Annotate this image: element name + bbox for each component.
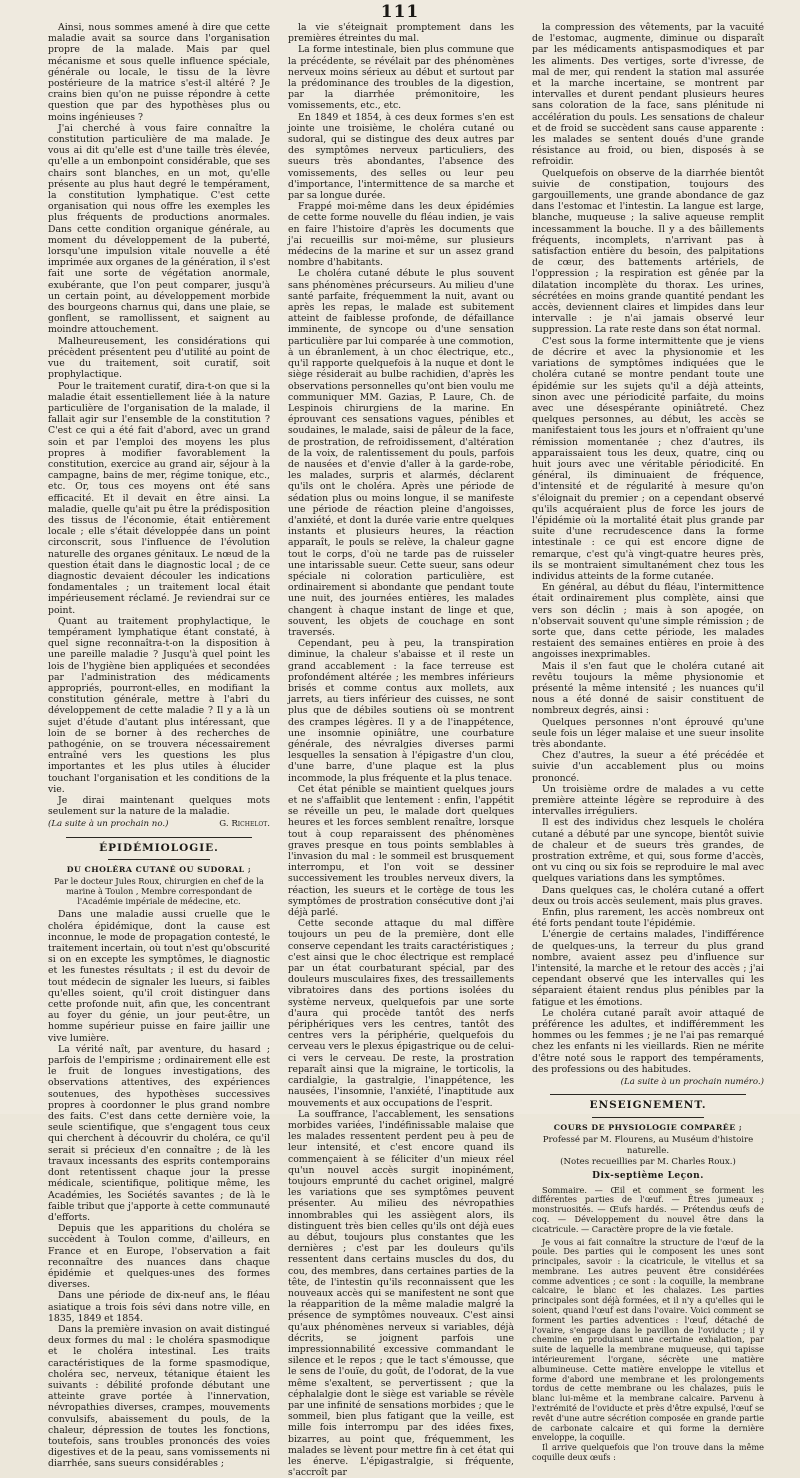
- paragraph: Pour le traitement curatif, dira-t-on que si la maladie était essentiellement liée à la nature particulière de l'organisation de la malade, il fallait agir sur l'ensemble de la constitution ? C'est ce qui a été fait d'abord, avec un grand soin et par l'emploi des moyens les plus propres à modifier favorablement la constitution, exercice au grand air, séjour à la campagne, bains de mer, régime tonique, etc., etc. Or, tous ces moyens ont été sans efficacité. Et il devait en être ainsi. La maladie, quelle qu'ait pu être la prédisposition des tissus de l'économie, était entièrement locale ; elle s'était développée dans un point circonscrit, sous l'influence de l'évolution naturelle des organes génitaux. Le nœud de la question était dans le diagnostic local ; de ce diagnostic devaient découler les indications fondamentales ; un traitement local était impérieusement réclamé. Je reviendrai sur ce point.: [48, 380, 270, 616]
- paragraph: Je vous ai fait connaître la structure de l'œuf de la poule. Des parties qui le composent les unes sont principales, savoir : la cicatricule, le vitellus et sa membrane. Les autres peuvent être considérées comme adventices ; ce sont : la coquille, la membrane calcaire, le blanc et les chalazes. Les parties principales sont déjà formées, et il n'y a qu'elles qui le soient, quand l'œuf est dans l'ovaire. Voici comment se forment les parties adventices : l'œuf, détaché de l'ovaire, s'engage dans le pavillon de l'oviducte ; il y chemine en produisant une certaine exhalation, par suite de laquelle la membrane muqueuse, qui tapisse intérieurement l'organe, sécrète une matière albumineuse. Cette matière enveloppe le vitellus et forme d'abord une membrane et les prolongements tordus de cette membrane ou les chalazes, puis le blanc lui-même et la membrane calcaire. Parvenu à l'extrémité de l'oviducte et près d'être expulsé, l'œuf se revêt d'une autre sécrétion composée en grande partie de carbonate calcaire et qui forme la dernière enveloppe, la coquille.: [532, 1236, 764, 1443]
- paragraph: Ainsi, nous sommes amené à dire que cette maladie avait sa source dans l'organisation propre de la malade. Mais par quel mécanisme et sous quelle influence spéciale, générale ou locale, le tissu de la lèvre postérieure de la matrice s'est-il altéré ? Je crains bien qu'on ne puisse répondre à cette question que par des hypothèses plus ou moins ingénieuses ?: [48, 22, 270, 123]
- paragraph: Quelques personnes n'ont éprouvé qu'une seule fois un léger malaise et une sueur insolite très abondante.: [532, 716, 764, 750]
- lecon-heading: Dix-septième Leçon.: [592, 1171, 704, 1182]
- section-divider: [550, 1094, 746, 1095]
- paragraph: La souffrance, l'accablement, les sensations morbides variées, l'indéfinissable malaise que les malades ressentent perdent peu à peu de leur intensité, et c'est encore quand ils commençaient à se féliciter d'un mieux réel qu'un nouvel accès surgit inopinément, toujours emprunté du cachet originel, malgré les variations que ses symptômes peuvent présenter. Au milieu des névropathies innombrables qui les assiègent alors, ils distinguent très bien celles qu'ils ont déjà eues au début, toujours plus constantes que les dernières ; c'est par les douleurs qu'ils ressentent dans certains muscles du dos, du cou, des membres, dans certaines parties de la tête, de l'intestin qu'ils reconnaissent que les nouveaux accès qui se manifestent ne sont que la réapparition de la même maladie malgré la présence de symptômes nouveaux. C'est ainsi qu'aux phénomènes nerveux si variables, déjà décrits, se joignent parfois une impressionnabilité excessive commandant le silence et le repos ; que le tact s'émousse, que le sens de l'ouïe, du goût, de l'odorat, de la vue même s'exaltent, se pervertissent ; que la céphalalgie dont le siège est variable se révèle par une infinité de sensations morbides ; que le sommeil, bien plus fatigant que la veille, est mille fois interrompu par des idées fixes, bizarres, au point que, fréquemment, les malades se lèvent pour mettre fin à cet état qui les énerve. L'épigastralgie, si fréquente, s'accroît par: [288, 1108, 514, 1478]
- paragraph: Cette seconde attaque du mal diffère toujours un peu de la première, dont elle conserve cependant les traits caractéristiques ; c'est ainsi que le choc électrique est remplacé par un état courbaturant spécial, par des douleurs musculaires fixes, des tressaillements vibratoires dans des portions isolées du système nerveux, quelquefois par une sorte d'aura qui procède tantôt des nerfs périphériques vers les centres, tantôt des centres vers la périphérie, quelquefois du cerveau vers le plexus épigastrique ou de celui-ci vers le cerveau. De reste, la prostration reparaît ainsi que la migraine, le torticolis, la cardialgie, la gastralgie, l'inappétence, les nausées, l'insomnie, l'anxiété, l'inaptitude aux mouvements et aux occupations de l'esprit.: [288, 918, 514, 1109]
- paragraph: Frappé moi-même dans les deux épidémies de cette forme nouvelle du fléau indien, je vais en faire l'histoire d'après les documents que j'ai recueillis sur moi-même, sur plusieurs médecins de la marine et sur un assez grand nombre d'habitants.: [288, 201, 514, 269]
- paragraph: Il est des individus chez lesquels le choléra cutané a débuté par une syncope, bientôt suivie de chaleur et de sueurs très grandes, de prostration extrême, et qui, sous forme d'accès, ont vu cinq ou six fois se reproduire le mal avec quelques variations dans les symptômes.: [532, 817, 764, 885]
- paragraph: Dans la première invasion on avait distingué deux formes du mal : le choléra spasmodique et le choléra intestinal. Les traits caractéristiques de la forme spasmodique, choléra sec, nerveux, tétanique étaient les suivants : débilité profonde débutant une atteinte grave portée à l'innervation, névropathies diverses, crampes, mouvements convulsifs, abaissement du pouls, de la chaleur, dépression de toutes les fonctions, toutefois, sans troubles prononcés des voies digestives et de la peau, sans vomissements ni diarrhée, sans sueurs considérables ;: [48, 1323, 270, 1470]
- column-3: [532, 22, 764, 1463]
- column-2: [288, 22, 514, 1478]
- article-byline: Par le docteur Jules Roux, chirurgien en chef de la marine à Toulon , Membre correspondant de l'Académie impériale de médecine, etc.: [54, 876, 264, 906]
- paragraph: Dans quelques cas, le choléra cutané a offert deux ou trois accès seulement, mais plus graves.: [532, 884, 764, 907]
- paragraph: Quant au traitement prophylactique, le tempérament lymphatique étant constaté, à quel signe reconnaîtra-t-on la disposition à une pareille maladie ? Jusqu'à quel point les lois de l'hygiène bien appliquées et secondées par l'administration des médicaments appropriés, pourront-elles, en modifiant la constitution générale, mettre à l'abri du développement de cette maladie ? Il y a là un sujet d'étude d'autant plus intéressant, que loin de se borner à des recherches de pathogénie, on se trouvera nécessairement entraîné vers les questions les plus importantes et les plus utiles à élucider touchant l'organisation et les conditions de la vie.: [48, 615, 270, 795]
- continuation-note: (La suite à un prochain numéro.): [620, 1077, 764, 1088]
- paragraph: Cependant, peu à peu, la transpiration diminue, la chaleur s'abaisse et il reste un grand accablement : la face terreuse est profondément altérée ; les membres inférieurs brisés et comme contus aux mollets, aux jarrets, au tiers inférieur des cuisses, ne sont plus que de débiles soutiens où se montrent des crampes légères. Il y a de l'inappétence, une insomnie opiniâtre, une courbature générale, des névralgies diverses parmi lesquelles la sensation à l'épigastre d'un clou, d'une barre, d'une plaque est la plus incommode, la plus fréquente et la plus tenace.: [288, 638, 514, 784]
- signature-line: [48, 819, 270, 830]
- author-signature: G. Richelot.: [219, 819, 270, 830]
- paragraph: Cet état pénible se maintient quelques jours et ne s'affaiblit que lentement : enfin, l'appétit se réveille un peu, le malade dort quelques heures et les forces semblent renaître, lorsque tout à coup reparaissent des phénomènes graves presque en tous points semblables à l'invasion du mal : le sommeil est brusquement interrompu, et l'on voit se dessiner successivement les troubles nerveux divers, la réaction, les sueurs et le cortège de tous les symptômes de prostration consécutive dont j'ai déjà parlé.: [288, 783, 514, 919]
- page-number: 111: [380, 2, 420, 22]
- section-title-epidemiologie: ÉPIDÉMIOLOGIE.: [99, 841, 219, 854]
- paragraph: Quelquefois on observe de la diarrhée bientôt suivie de constipation, toujours des gargouillements, une grande abondance de gaz dans l'estomac et l'intestin. La langue est large, blanche, muqueuse ; la salive aqueuse remplit incessamment la bouche. Il y a des bâillements fréquents, incomplets, n'arrivant pas à satisfaction entière du besoin, des palpitations de cœur, des battements artériels, de l'oppression ; la respiration est gênée par la dilatation incomplète du thorax. Les urines, sécrétées en moins grande quantité pendant les accès, deviennent claires et limpides dans leur intervalle : je n'ai jamais observé leur suppression. La rate reste dans son état normal.: [532, 167, 764, 336]
- paragraph: Dans une maladie aussi cruelle que le choléra épidémique, dont la cause est inconnue, le mode de propagation contesté, le traitement incertain, où tout n'est qu'obscurité si on en excepte les symptômes, le diagnostic et les funestes résultats ; il est du devoir de tout médecin de signaler les lueurs, si faibles qu'elles soient, qu'il croit distinguer dans cette profonde nuit, afin que, les concentrant au foyer du génie, un jour peut-être, un homme supérieur puisse en faire jaillir une vive lumière.: [48, 909, 270, 1044]
- paragraph: Je dirai maintenant quelques mots seulement sur la nature de la maladie.: [48, 795, 270, 818]
- title-divider: [592, 1117, 704, 1118]
- paragraph: la compression des vêtements, par la vacuité de l'estomac, augmente, diminue ou disparaît par les médicaments antispasmodiques et par les aliments. Des vertiges, sorte d'ivresse, de mal de mer, qui rendent la station mal assurée et la marche incertaine, se montrent par intervalles et durent pendant plusieurs heures sans coloration de la face, sans plénitude ni accélération du pouls. Les sensations de chaleur et de froid se succèdent sans cause apparente : les malades se sentent doués d'une grande résistance au froid, ou bien, disposés à se refroidir.: [532, 22, 764, 168]
- paragraph: Le choléra cutané débute le plus souvent sans phénomènes précurseurs. Au milieu d'une santé parfaite, fréquemment la nuit, avant ou après les repas, le malade est subitement atteint de faiblesse profonde, de défaillance imminente, de syncope ou d'une sensation particulière par lui comparée à une commotion, à un ébranlement, à un choc électrique, etc., qu'il rapporte quelquefois à la nuque et dont le siège résiderait au bulbe rachidien, d'après les observations personnelles qu'ont bien voulu me communiquer MM. Gazias, P. Laure, Ch. de Lespinois chirurgiens de la marine. En éprouvant ces sensations vagues, pénibles et soudaines, le malade, saisi de pâleur de la face, de prostration, de refroidissement, d'altération de la voix, de ralentissement du pouls, parfois de nausées et d'envie d'aller à la garde-robe, les malades, surpris et alarmés, déclarent qu'ils ont le choléra. Après une période de sédation plus ou moins longue, il se manifeste une période de réaction pleine d'angoisses, d'anxiété, et dont la durée varie entre quelques instants et plusieurs heures, la réaction apparaît, le pouls se relève, la chaleur gagne tout le corps, d'où ne tarde pas de ruisseler une intarissable sueur. Cette sueur, sans odeur spéciale ni coloration particulière, est ordinairement si abondante que pendant toute une nuit, des journées entières, les malades changent à chaque instant de linge et que, souvent, les objets de couchage en sont traversés.: [288, 268, 514, 638]
- paragraph: Mais il s'en faut que le choléra cutané ait revêtu toujours la même physionomie et présenté la même intensité ; les nuances qu'il nous a été donné de saisir constituent de nombreux degrés, ainsi :: [532, 660, 764, 717]
- course-professor: Professé par M. Flourens, au Muséum d'histoire naturelle.: [542, 1134, 754, 1156]
- section-divider: [66, 837, 252, 838]
- paragraph: Depuis que les apparitions du choléra se succèdent à Toulon comme, d'ailleurs, en France et en Europe, l'observation a fait reconnaître des nuances dans chaque épidémie et quelques-unes des formes diverses.: [48, 1223, 270, 1291]
- paragraph: J'ai cherché à vous faire connaître la constitution particulière de ma malade. Je vous ai dit qu'elle est d'une taille très élevée, qu'elle a un embonpoint considérable, que ses chairs sont blanches, en un mot, qu'elle présente au plus haut degré le tempérament, la constitution lymphatique. C'est cette organisation qui nous offre les exemples les plus fréquents de productions anormales. Dans cette condition organique générale, au moment du développement de la puberté, lorsqu'une impulsion vitale nouvelle a été imprimée aux organes de la génération, il s'est fait une sorte de végétation anormale, exubérante, que l'on peut comparer, jusqu'à un certain point, au développement morbide des bourgeons charnus qui, dans une plaie, se gonflent, se ramollissent, et saignent au moindre attouchement.: [48, 122, 270, 336]
- course-title: COURS DE PHYSIOLOGIE COMPARÉE ;: [553, 1122, 743, 1132]
- paragraph: Enfin, plus rarement, les accès nombreux ont été forts pendant toute l'épidémie.: [532, 907, 764, 930]
- course-notes-by: (Notes recueillies par M. Charles Roux.): [560, 1157, 736, 1168]
- lecon-summary: Sommaire. — Œil et comment se forment les différentes parties de l'œuf. — Êtres jumeaux ; monstruosités. — Œufs hardés. — Prétendus œufs de coq. — Développement du nouvel être dans la cicatricule. — Caractère propre de la vie fœtale.: [532, 1184, 764, 1234]
- paragraph: C'est sous la forme intermittente que je viens de décrire et avec la physionomie et les variations de symptômes indiquées que le choléra cutané se montre pendant toute une épidémie sur les sujets qu'il a déjà atteints, sinon avec une périodicité parfaite, du moins avec une désespérante opiniâtreté. Chez quelques personnes, au début, les accès se manifestaient tous les jours et n'offraient qu'une rémission momentanée ; chez d'autres, ils apparaissaient tous les deux, quatre, cinq ou huit jours avec une véritable périodicité. En général, ils diminuaient de fréquence, d'intensité et de régularité à mesure qu'on s'éloignait du premier ; on a cependant observé qu'ils acquéraient plus de force les jours de l'épidémie où la mortalité était plus grande par suite d'une recrudescence dans la forme intestinale : ce qui est encore digne de remarque, c'est qu'à vingt-quatre heures près, ils se montraient simultanément chez tous les individus atteints de la forme cutanée.: [532, 335, 764, 582]
- paragraph: La forme intestinale, bien plus commune que la précédente, se révélait par des phénomènes nerveux moins sérieux au début et surtout par la prédominance des troubles de la digestion, par la diarrhée prémonitoire, les vomissements, etc., etc.: [288, 44, 514, 112]
- article-title: DU CHOLÉRA CUTANÉ OU SUDORAL ;: [66, 864, 252, 874]
- title-divider: [108, 859, 210, 860]
- paragraph: Un troisième ordre de malades a vu cette première atteinte légère se reproduire à des intervalles irréguliers.: [532, 783, 764, 818]
- paragraph: Malheureusement, les considérations qui précèdent présentent peu d'utilité au point de vue du traitement, soit curatif, soit prophylactique.: [48, 335, 270, 381]
- section-title-enseignement: ENSEIGNEMENT.: [589, 1099, 707, 1112]
- column-1: [48, 22, 270, 1470]
- paragraph: L'énergie de certains malades, l'indifférence de quelques-uns, la terreur du plus grand nombre, avaient assez peu d'influence sur l'intensité, la marche et le retour des accès ; j'ai cependant observé que les intervalles qui les séparaient étaient rendus plus pénibles par la fatigue et les émotions.: [532, 929, 764, 1008]
- paragraph: Dans une période de dix-neuf ans, le fléau asiatique a trois fois sévi dans notre ville, en 1835, 1849 et 1854.: [48, 1290, 270, 1324]
- paragraph: la vie s'éteignait promptement dans les premières étreintes du mal.: [288, 22, 514, 45]
- paragraph: Chez d'autres, la sueur a été précédée et suivie d'un accablement plus ou moins prononcé.: [532, 750, 764, 784]
- paragraph: En 1849 et 1854, à ces deux formes s'en est jointe une troisième, le choléra cutané ou sudoral, qui se distingue des deux autres par des symptômes nerveux particuliers, des sueurs très abondantes, l'absence des vomissements, des selles ou leur peu d'importance, l'intermittence de sa marche et par sa longue durée.: [288, 111, 514, 202]
- paragraph: Il arrive quelquefois que l'on trouve dans la même coquille deux œufs :: [532, 1442, 764, 1463]
- paragraph: Le choléra cutané paraît avoir attaqué de préférence les adultes, et indifféremment les hommes ou les femmes ; je ne l'ai pas remarqué chez les enfants ni les vieillards. Rien ne mérite d'être noté sous le rapport des tempéraments, des professions ou des habitudes.: [532, 1007, 764, 1075]
- continuation-note: (La suite à un prochain no.): [48, 819, 169, 830]
- paragraph: En général, au début du fléau, l'intermittence était ordinairement plus complète, ainsi que vers son déclin ; mais à son apogée, on n'observait souvent qu'une simple rémission ; de sorte que, dans cette période, les malades restaient des semaines entières en proie à des angoisses inexprimables.: [532, 582, 764, 661]
- paragraph: La vérité naît, par aventure, du hasard ; parfois de l'empirisme ; ordinairement elle est le fruit de longues investigations, des observations attentives, des expériences soutenues, des hypothèses successives propres à coordonner le plus grand nombre des faits. C'est dans cette dernière voie, la seule scientifique, que s'engagent tous ceux qui cherchent à découvrir du choléra, ce qu'il serait si précieux d'en connaître ; de là les travaux incessants des esprits contemporains dont retentissent chaque jour la presse médicale, scientifique, politique même, les Académies, les Sociétés savantes ; de là le faible tribut que j'apporte à cette communauté d'efforts.: [48, 1043, 270, 1223]
